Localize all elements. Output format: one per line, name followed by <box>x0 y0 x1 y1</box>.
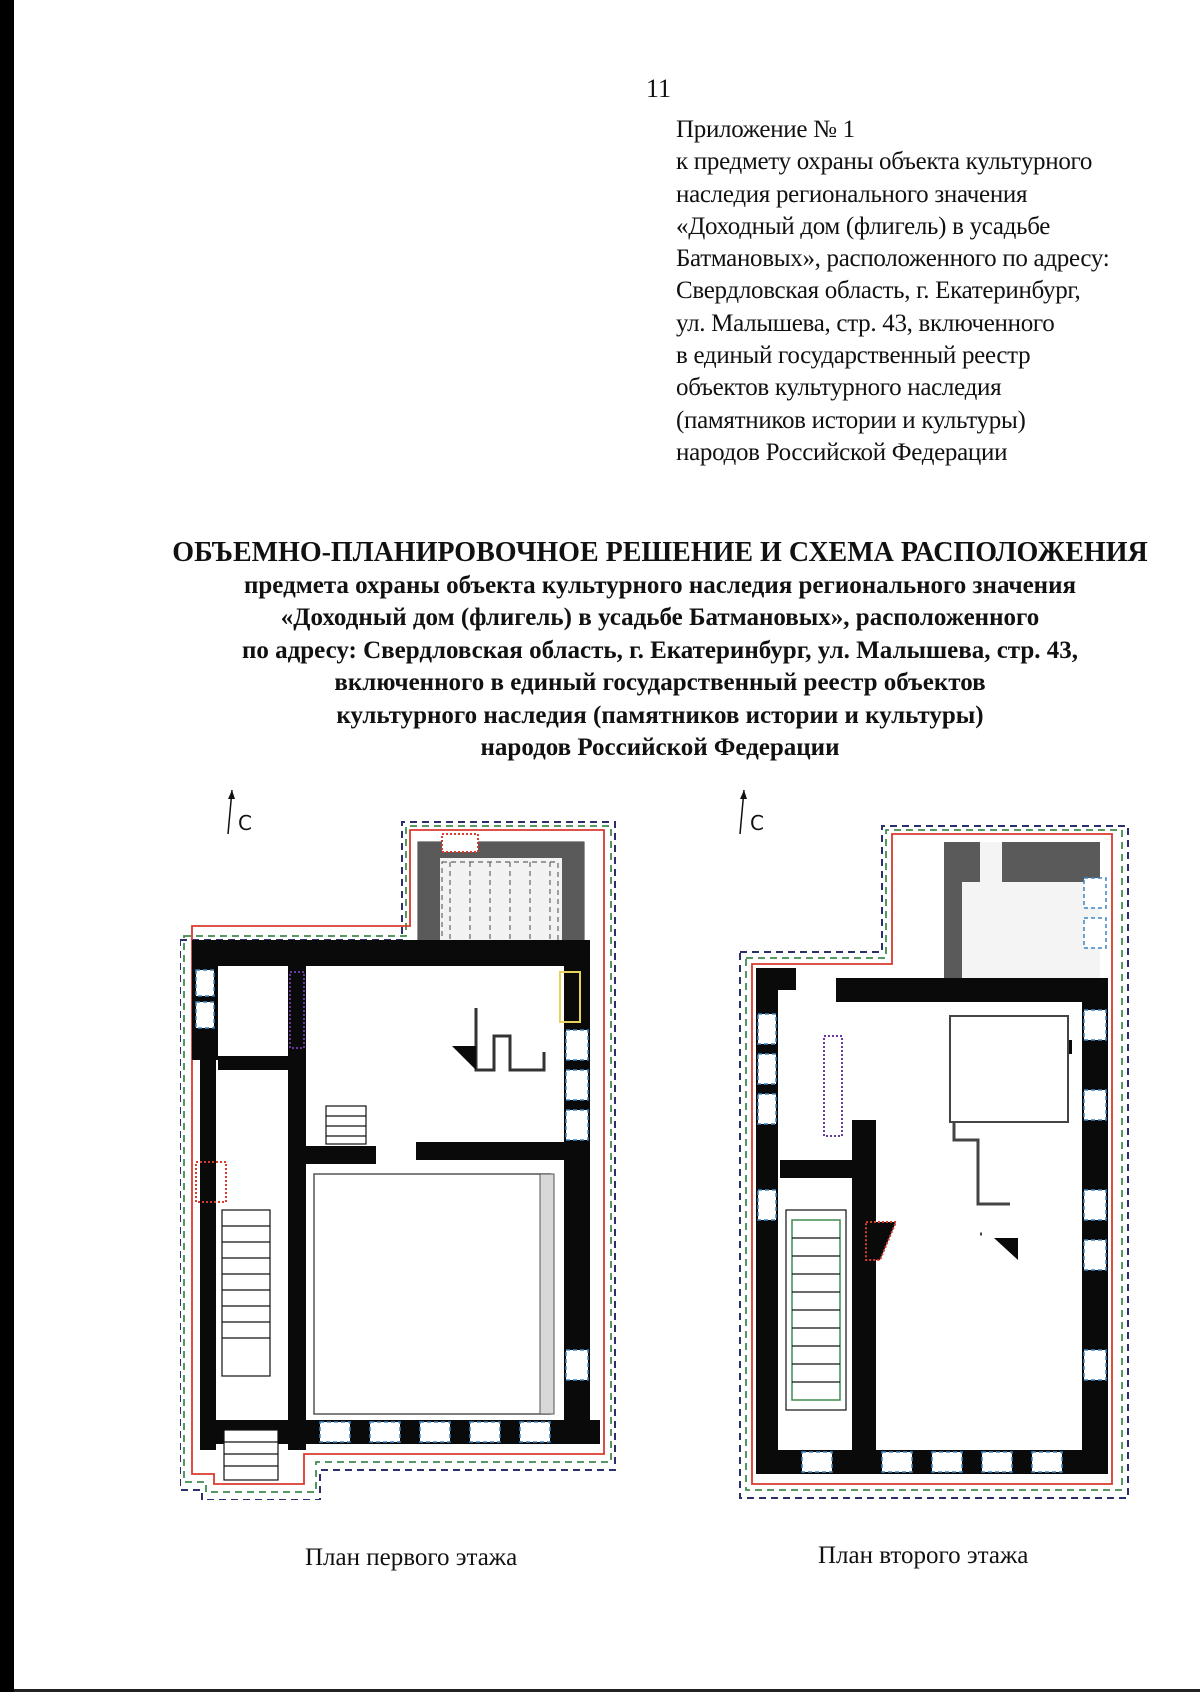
title-line: по адресу: Свердловская область, г. Екатеринбург, ул. Малышева, стр. 43, <box>241 636 1079 664</box>
second-floor-plan-drawing <box>732 790 1152 1500</box>
second-floor-caption: План второго этажа <box>818 1542 1029 1569</box>
north-label: С <box>750 811 764 835</box>
title-main: ОБЪЕМНО-ПЛАНИРОВОЧНОЕ РЕШЕНИЕ И СХЕМА РАСПОЛОЖЕНИЯ <box>172 537 1148 568</box>
hall-room <box>314 1174 550 1414</box>
first-floor-plan-drawing <box>180 790 650 1500</box>
staircase-entry <box>224 1430 278 1480</box>
title-line: включенного в единый государственный реестр объектов <box>334 669 986 697</box>
appendix-line: народов Российской Федерации <box>676 438 1008 466</box>
annex-opening <box>442 834 478 852</box>
title-line: народов Российской Федерации <box>480 734 840 762</box>
staircase-center <box>326 1106 366 1144</box>
page-number: 11 <box>646 74 672 103</box>
title-line: культурного наследия (памятников истории и культуры) <box>336 701 984 729</box>
inner-room <box>950 1016 1068 1122</box>
appendix-line: ул. Малышева, стр. 43, включенного <box>676 309 1055 337</box>
appendix-line: к предмету охраны объекта культурного <box>676 148 1093 176</box>
appendix-line: (памятников истории и культуры) <box>676 406 1026 434</box>
scan-edge <box>0 0 14 1692</box>
appendix-line: «Доходный дом (флигель) в усадьбе <box>676 212 1051 240</box>
appendix-line: Свердловская область, г. Екатеринбург, <box>676 277 1081 305</box>
appendix-block <box>676 114 1176 469</box>
appendix-line: объектов культурного наследия <box>676 374 1002 402</box>
staircase-west <box>222 1210 270 1376</box>
title-line: предмета охраны объекта культурного наследия регионального значения <box>244 572 1076 599</box>
appendix-line: в единый государственный реестр <box>676 342 1031 370</box>
appendix-line: Батмановых», расположенного по адресу: <box>676 245 1110 273</box>
document-title <box>120 536 1200 764</box>
appendix-line: Приложение № 1 <box>676 116 855 143</box>
appendix-line: наследия регионального значения <box>676 180 1028 208</box>
staircase <box>786 1210 846 1410</box>
hall-east-strip <box>540 1174 554 1414</box>
north-arrow <box>228 790 252 835</box>
first-floor-caption: План первого этажа <box>305 1544 518 1571</box>
north-label: С <box>238 811 252 835</box>
north-arrow <box>740 790 764 835</box>
title-line: «Доходный дом (флигель) в усадьбе Батмановых», расположенного <box>280 604 1040 632</box>
first-floor-plan <box>180 790 650 1500</box>
second-floor-plan <box>732 790 1152 1500</box>
